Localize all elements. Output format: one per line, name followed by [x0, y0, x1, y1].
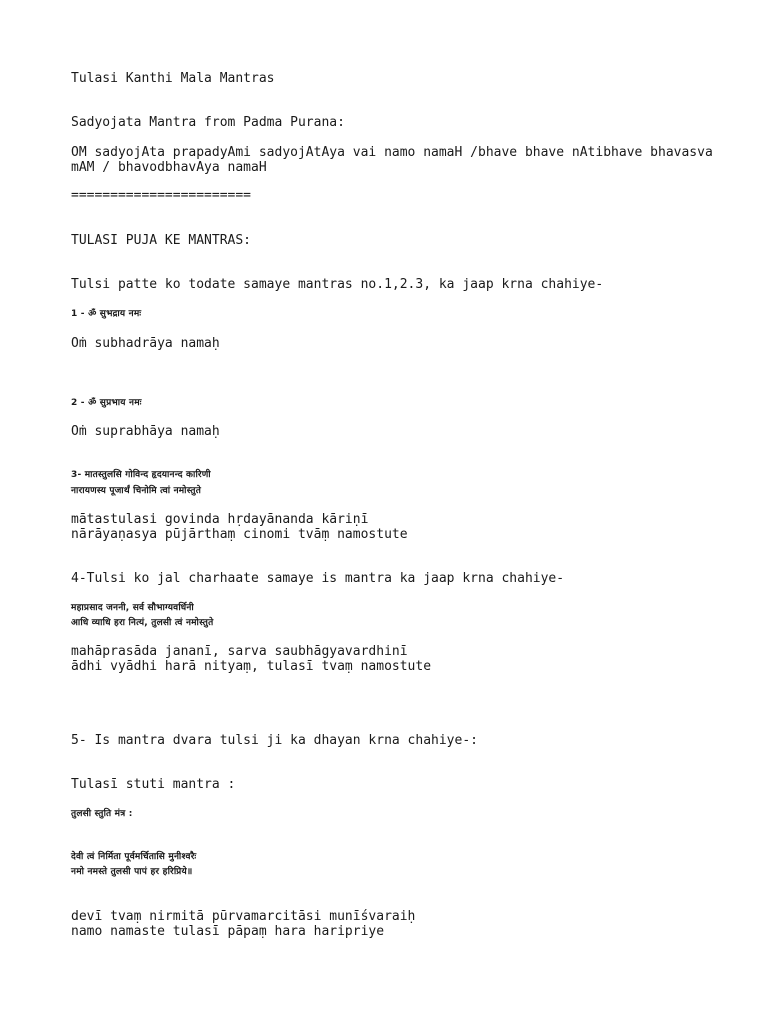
sadyojata-mantra-line-1: OM sadyojAta prapadyAmi sadyojAtAya vai namo namaH /bhave bhave nAtibhave bhavasva: [71, 145, 713, 160]
mantra-3-roman-line-1: mātastulasi govinda hṛdayānanda kāriṇī: [71, 512, 369, 527]
separator-line: =======================: [71, 188, 252, 203]
mantra-1-devanagari: 1 - ॐ सुभद्राय नमः: [71, 309, 142, 319]
instruction-1: Tulsi patte ko todate samaye mantras no.1,2.3, ka jaap krna chahiye-: [71, 277, 604, 292]
mantra-3-devanagari-line-2: नारायणस्य पूजार्थं चिनोमि त्वां नमोस्तुते: [71, 486, 202, 496]
mantra-5-devanagari-line-2: नमो नमस्ते तुलसी पापं हर हरिप्रिये॥: [71, 867, 193, 877]
mantra-5-roman-line-2: namo namaste tulasī pāpaṃ hara haripriye: [71, 924, 385, 939]
mantra-1-roman: Oṁ subhadrāya namaḥ: [71, 336, 220, 351]
mantra-5-roman-line-1: devī tvaṃ nirmitā pūrvamarcitāsi munīśvaraiḥ: [71, 909, 416, 924]
stuti-heading-devanagari: तुलसी स्तुति मंत्र :: [71, 809, 133, 819]
instruction-4: 4-Tulsi ko jal charhaate samaye is mantra ka jaap krna chahiye-: [71, 571, 565, 586]
instruction-5: 5- Is mantra dvara tulsi ji ka dhayan krna chahiye-:: [71, 733, 478, 748]
mantra-2-roman: Oṁ suprabhāya namaḥ: [71, 424, 220, 439]
mantra-5-devanagari-line-1: देवी त्वं निर्मिता पूर्वमर्चितासि मुनीश्वरैः: [71, 852, 197, 862]
mantra-4-roman-line-1: mahāprasāda jananī, sarva saubhāgyavardhinī: [71, 644, 408, 659]
mantra-4-roman-line-2: ādhi vyādhi harā nityaṃ, tulasī tvaṃ namostute: [71, 659, 432, 674]
mantra-4-devanagari-line-1: महाप्रसाद जननी, सर्व सौभाग्यवर्धिनी: [71, 603, 194, 613]
puja-heading: TULASI PUJA KE MANTRAS:: [71, 233, 252, 248]
document-title: Tulasi Kanthi Mala Mantras: [71, 71, 275, 86]
sadyojata-heading: Sadyojata Mantra from Padma Purana:: [71, 115, 345, 130]
mantra-3-roman-line-2: nārāyaṇasya pūjārthaṃ cinomi tvāṃ namostute: [71, 527, 408, 542]
stuti-heading: Tulasī stuti mantra :: [71, 777, 236, 792]
mantra-3-devanagari-line-1: 3- मातस्तुलसि गोविन्द हृदयानन्द कारिणी: [71, 470, 211, 480]
mantra-4-devanagari-line-2: आधि व्याधि हरा नित्यं, तुलसी त्वं नमोस्तुते: [71, 618, 214, 628]
sadyojata-mantra-line-2: mAM / bhavodbhavAya namaH: [71, 160, 267, 175]
mantra-2-devanagari: 2 - ॐ सुप्रभाय नमः: [71, 398, 142, 408]
